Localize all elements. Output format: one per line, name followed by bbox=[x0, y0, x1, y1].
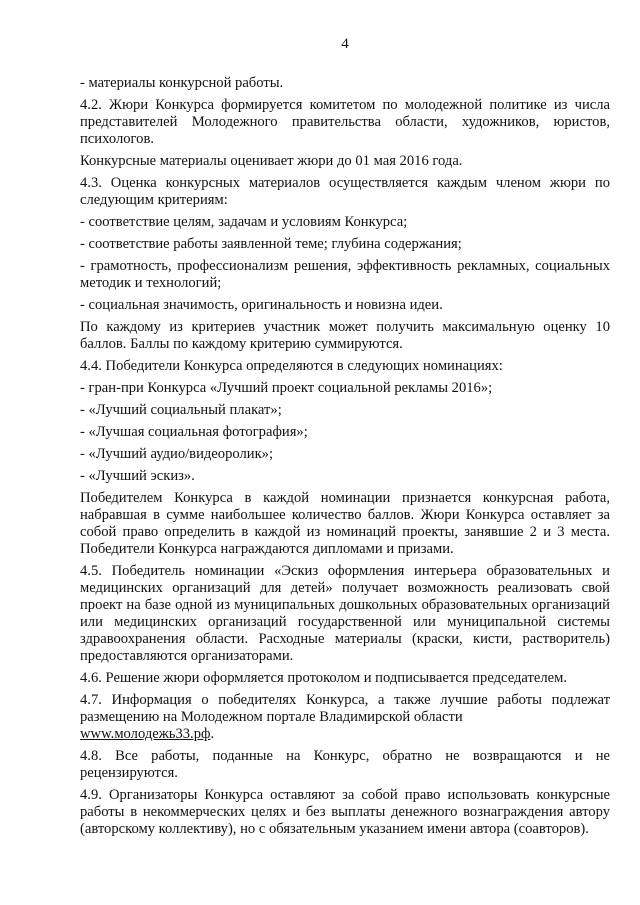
criterion-literacy: - грамотность, профессионализм решения, эффективность рекламных, социальных методик и технологий; bbox=[80, 258, 610, 291]
criterion-goals: - соответствие целям, задачам и условиям Конкурса; bbox=[80, 214, 408, 230]
scoring-rules: По каждому из критериев участник может получить максимальную оценку 10 баллов. Баллы по каждому критерию суммируются. bbox=[80, 319, 610, 352]
portal-link[interactable]: www.молодежь33.рф bbox=[80, 726, 211, 742]
criterion-significance: - социальная значимость, оригинальность и новизна идеи. bbox=[80, 297, 443, 313]
clause-4-8: 4.8. Все работы, поданные на Конкурс, обратно не возвращаются и не рецензируются. bbox=[80, 748, 610, 781]
clause-4-9: 4.9. Организаторы Конкурса оставляют за собой право использовать конкурсные работы в некоммерческих целях и без выплаты денежного вознаграждения автору (авторскому коллективу), но с обязательным указанием имени автора (соавторов). bbox=[80, 787, 610, 837]
nomination-poster: - «Лучший социальный плакат»; bbox=[80, 402, 282, 418]
clause-4-7-link-line bbox=[80, 726, 610, 743]
page-number: 4 bbox=[341, 36, 349, 52]
criterion-theme: - соответствие работы заявленной теме; глубина содержания; bbox=[80, 236, 462, 252]
nomination-photo: - «Лучшая социальная фотография»; bbox=[80, 424, 308, 440]
nomination-sketch: - «Лучший эскиз». bbox=[80, 468, 195, 484]
winner-rules: Победителем Конкурса в каждой номинации признается конкурсная работа, набравшая в сумме наибольшее количество баллов. Жюри Конкурса оставляет за собой право определить в каждой из номинаций проекты, занявшие 2 и 3 места. Победители Конкурса награждаются дипломами и призами. bbox=[80, 490, 610, 557]
evaluation-deadline: Конкурсные материалы оценивает жюри до 01 мая 2016 года. bbox=[80, 153, 463, 169]
link-period: . bbox=[210, 726, 215, 742]
clause-4-5: 4.5. Победитель номинации «Эскиз оформления интерьера образовательных и медицинских организаций для детей» получает возможность реализовать свой проект на базе одной из муниципальных дошкольных образовательных организаций или медицинских организаций государственной или муниципальной системы здравоохранения области. Расходные материалы (краски, кисти, растворитель) предоставляются организаторами. bbox=[80, 563, 610, 664]
clause-4-2: 4.2. Жюри Конкурса формируется комитетом по молодежной политике из числа представителей Молодежного правительства области, художников, юристов, психологов. bbox=[80, 97, 610, 147]
clause-4-4: 4.4. Победители Конкурса определяются в следующих номинациях: bbox=[80, 358, 503, 374]
clause-4-6: 4.6. Решение жюри оформляется протоколом и подписывается председателем. bbox=[80, 670, 568, 686]
list-item-materials: - материалы конкурсной работы. bbox=[80, 75, 284, 91]
nomination-grand-prix: - гран-при Конкурса «Лучший проект социальной рекламы 2016»; bbox=[80, 380, 493, 396]
clause-4-7: 4.7. Информация о победителях Конкурса, а также лучшие работы подлежат размещению на Молодежном портале Владимирской области bbox=[80, 692, 610, 725]
nomination-video: - «Лучший аудио/видеоролик»; bbox=[80, 446, 274, 462]
clause-4-3: 4.3. Оценка конкурсных материалов осуществляется каждым членом жюри по следующим критериям: bbox=[80, 175, 610, 208]
